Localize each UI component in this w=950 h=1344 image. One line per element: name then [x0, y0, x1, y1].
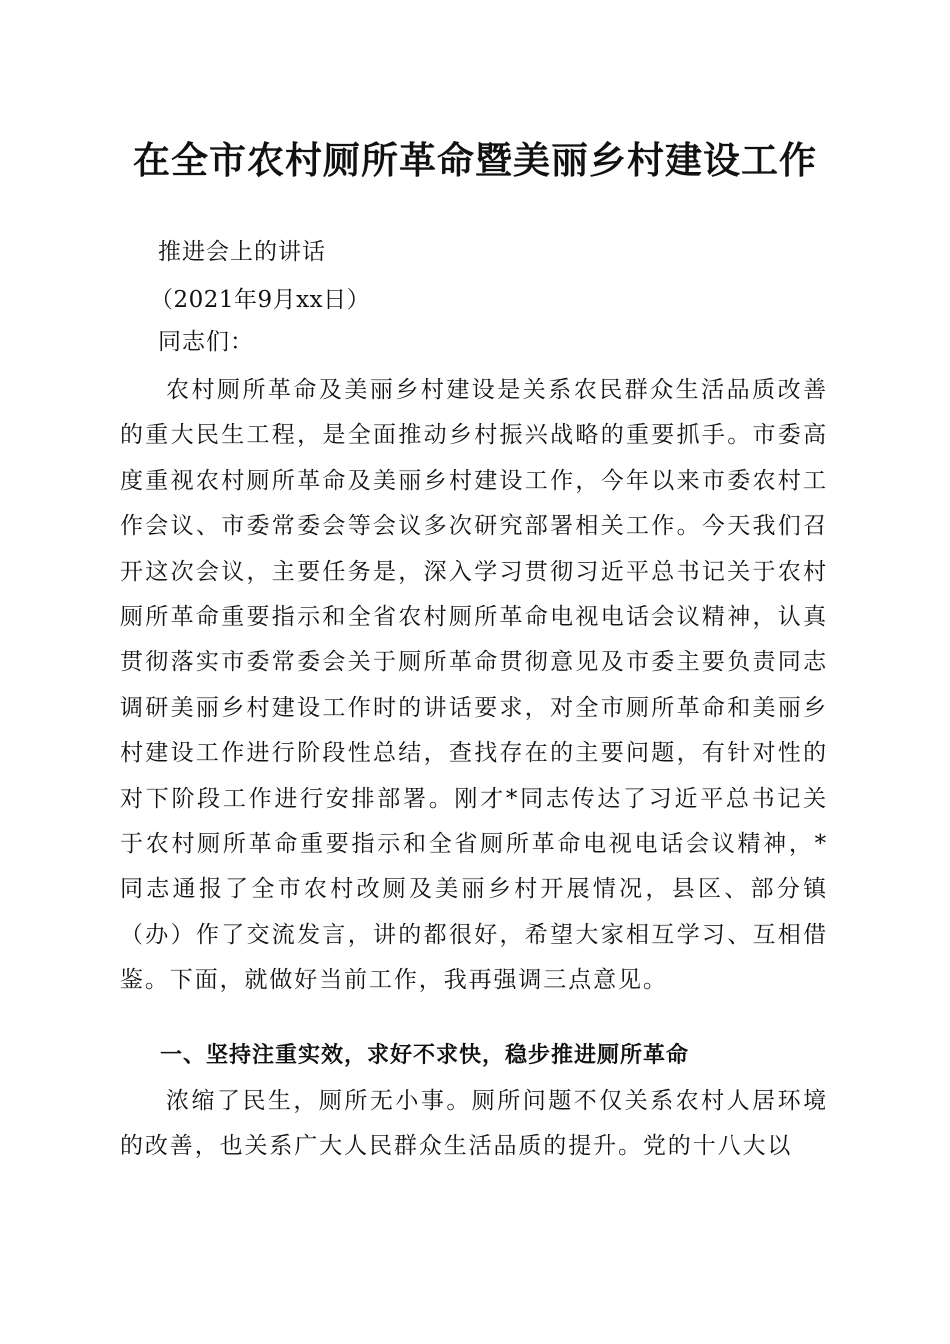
intro-paragraph: 农村厕所革命及美丽乡村建设是关系农民群众生活品质改善的重大民生工程，是全面推动乡村振兴战略的重要抓手。市委高度重视农村厕所革命及美丽乡村建设工作，今年以来市委农村工作会议、市委常委会等会议多次研究部署相关工作。今天我们召开这次会议，主要任务是，深入学习贯彻习近平总书记关于农村厕所革命重要指示和全省农村厕所革命电视电话会议精神，认真贯彻落实市委常委会关于厕所革命贯彻意见及市委主要负责同志调研美丽乡村建设工作时的讲话要求，对全市厕所革命和美丽乡村建设工作进行阶段性总结，查找存在的主要问题，有针对性的对下阶段工作进行安排部署。刚才*同志传达了习近平总书记关于农村厕所革命重要指示和全省厕所革命电视电话会议精神，*同志通报了全市农村改厕及美丽乡村开展情况，县区、部分镇（办）作了交流发言，讲的都很好，希望大家相互学习、互相借鉴。下面，就做好当前工作，我再强调三点意见。	[120, 377, 828, 994]
document-title: 在全市农村厕所革命暨美丽乡村建设工作	[133, 138, 817, 182]
section-paragraph: 浓缩了民生，厕所无小事。厕所问题不仅关系农村人居环境的改善，也关系广大人民群众生活品质的提升。党的十八大以	[120, 1088, 828, 1160]
greeting: 同志们：	[158, 329, 254, 355]
document-subtitle: 推进会上的讲话	[158, 239, 326, 265]
speech-date: （2021年9月xx日）	[150, 287, 371, 313]
section-heading: 一、坚持注重实效，求好不求快，稳步推进厕所革命	[160, 1043, 690, 1068]
